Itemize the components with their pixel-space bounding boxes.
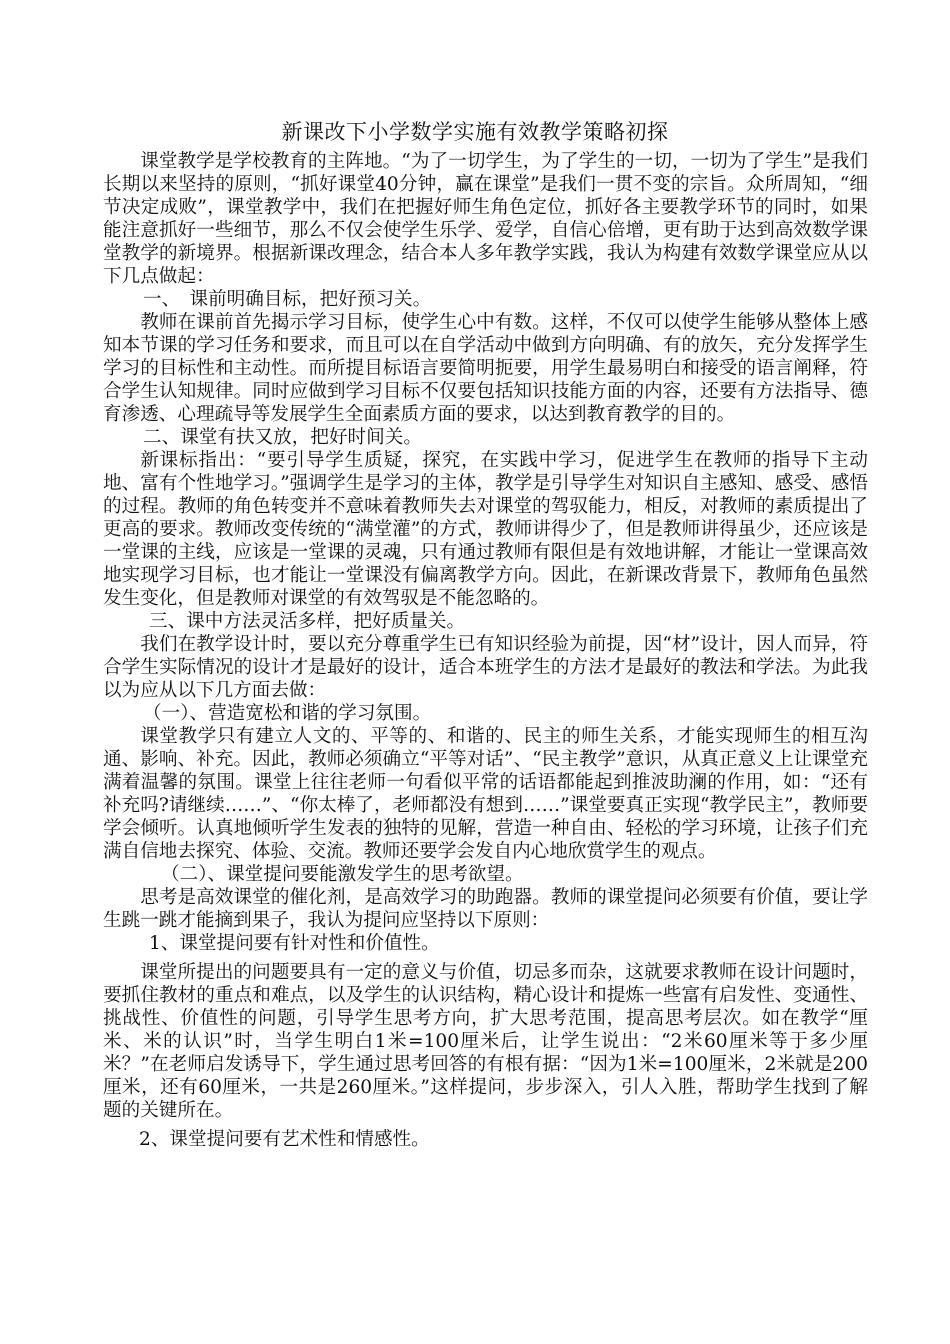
section-heading-1: 一、 课前明确目标，把好预习关。	[143, 289, 432, 310]
section-3-paragraph: 我们在教学设计时，要以充分尊重学生已有知识经验为前提，因“材”设计，因人而异，符合学生实际情况的设计才是最好的设计，适合本班学生的方法才是最好的教法和学法。为此我以为应从以下几方面去做：	[103, 634, 868, 701]
section-1-paragraph: 教师在课前首先揭示学习目标，使学生心中有数。这样，不仅可以使学生能够从整体上感知本节课的学习任务和要求，而且可以在自学活动中做到方向明确、有的放矢，充分发挥学生学习的目标性和主动性。而所提目标语言要简明扼要，用学生最易明白和接受的语言阐释，符合学生认知规律。同时应做到学习目标不仅要包括知识技能方面的内容，还要有方法指导、德育渗透、心理疏导等发展学生全面素质方面的要求，以达到教育教学的目的。	[103, 312, 868, 425]
item-heading-2: 2、课堂提问要有艺术性和情感性。	[139, 1129, 430, 1150]
section-heading-2: 二、课堂有扶又放，把好时间关。	[143, 427, 422, 448]
intro-paragraph: 课堂教学是学校教育的主阵地。“为了一切学生，为了学生的一切，一切为了学生”是我们长期以来坚持的原则，“抓好课堂40分钟，赢在课堂”是我们一贯不变的宗旨。众所周知，“细节决定成败”，课堂教学中，我们在把握好师生角色定位，抓好各主要教学环节的同时，如果能注意抓好一些细节，那么不仅会使学生乐学、爱学，自信心倍增，更有助于达到高效数学课堂教学的新境界。根据新课改理念，结合本人多年教学实践，我认为构建有效数学课堂应从以下几点做起：	[103, 151, 868, 287]
subsection-1-paragraph: 课堂教学只有建立人文的、平等的、和谐的、民主的师生关系，才能实现师生的相互沟通、影响、补充。因此，教师必须确立“平等对话”、“民主教学”意识，从真正意义上让课堂充满着温馨的氛围。课堂上往往老师一句看似平常的话语都能起到推波助澜的作用，如：“还有补充吗?请继续……”、“你太棒了，老师都没有想到……”课堂要真正实现“教学民主”，教师要学会倾听。认真地倾听学生发表的独特的见解，营造一种自由、轻松的学习环境，让孩子们充满自信地去探究、体验、交流。教师还要学会发自内心地欣赏学生的观点。	[103, 726, 868, 862]
item-1-paragraph: 课堂所提出的问题要具有一定的意义与价值，切忌多而杂，这就要求教师在设计问题时，要抓住教材的重点和难点，以及学生的认识结构，精心设计和提炼一些富有启发性、变通性、挑战性、价值性的问题，引导学生思考方向，扩大思考范围，提高思考层次。如在教学“厘米、米的认识”时，当学生明白1米=100厘米后，让学生说出：“2米60厘米等于多少厘米？”在老师启发诱导下，学生通过思考回答的有根有据：“因为1米=100厘米，2米就是200厘米，还有60厘米，一共是260厘米。”这样提问，步步深入，引人入胜，帮助学生找到了解题的关键所在。	[103, 962, 868, 1121]
document-title: 新课改下小学数学实施有效教学策略初探	[281, 120, 669, 144]
section-heading-3: 三、课中方法灵活多样，把好质量关。	[149, 611, 466, 632]
document-body	[103, 150, 868, 1151]
subsection-2-paragraph: 思考是高效课堂的催化剂，是高效学习的助跑器。教师的课堂提问必须要有价值，要让学生跳一跳才能摘到果子，我认为提问应坚持以下原则：	[103, 887, 868, 931]
subsection-heading-2: （二）、课堂提问要能激发学生的思考欲望。	[161, 864, 524, 885]
subsection-heading-1: （一）、营造宽松和谐的学习氛围。	[143, 703, 432, 724]
item-heading-1: 1、课堂提问要有针对性和价值性。	[149, 933, 440, 954]
section-2-paragraph: 新课标指出：“要引导学生质疑，探究，在实践中学习，促进学生在教师的指导下主动地、富有个性地学习。”强调学生是学习的主体，教学是引导学生对知识自主感知、感受、感悟的过程。教师的角色转变并不意味着教师失去对课堂的驾驭能力，相反，对教师的素质提出了更高的要求。教师改变传统的“满堂灌”的方式，教师讲得少了，但是教师讲得虽少，还应该是一堂课的主线，应该是一堂课的灵魂，只有通过教师有限但是有效地讲解，才能让一堂课高效地实现学习目标，也才能让一堂课没有偏离教学方向。因此，在新课改背景下，教师角色虽然发生变化，但是教师对课堂的有效驾驭是不能忽略的。	[103, 450, 868, 609]
